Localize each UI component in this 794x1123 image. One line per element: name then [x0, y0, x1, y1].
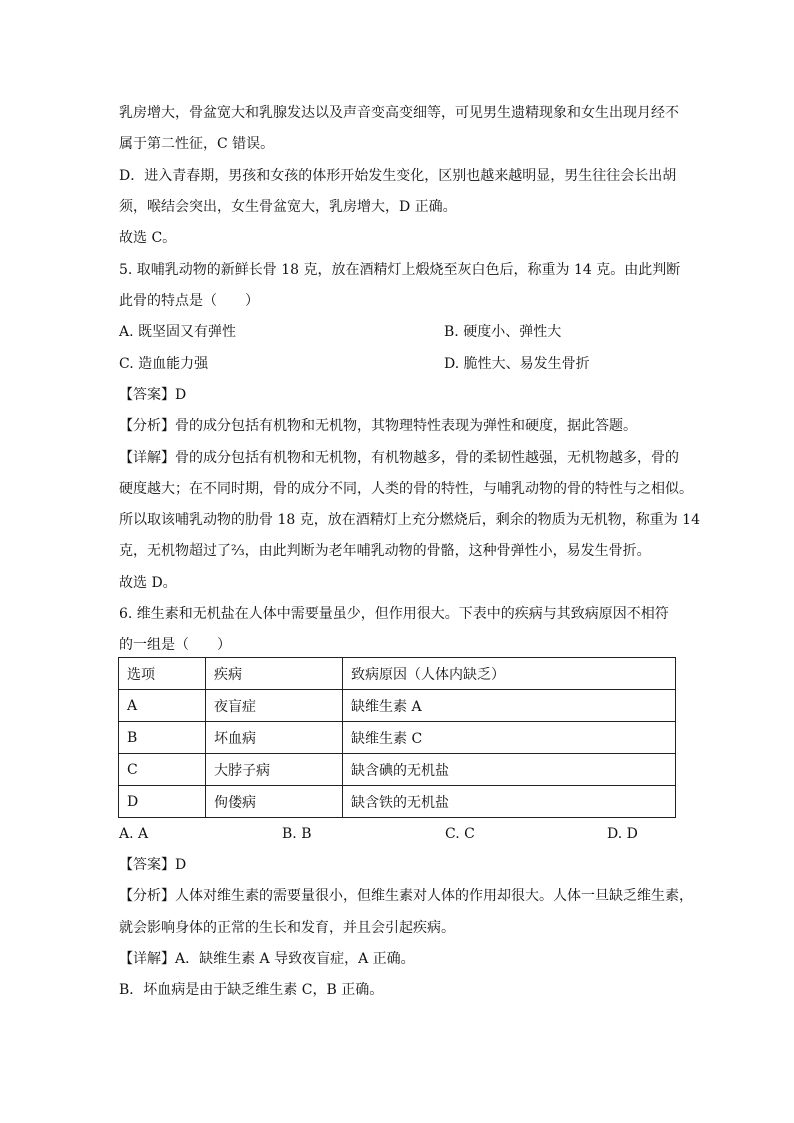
- table-cell: 缺含铁的无机盐: [343, 786, 676, 818]
- q5-analysis: 【分析】骨的成分包括有机物和无机物，其物理特性表现为弹性和硬度，据此答题。: [119, 418, 637, 434]
- q6-detail-line-1: 【详解】A．缺维生素 A 导致夜盲症，A 正确。: [119, 951, 415, 967]
- table-cell: 大脖子病: [206, 754, 343, 786]
- table-header-cell: 致病原因（人体内缺乏）: [343, 658, 676, 690]
- table-cell: B: [119, 722, 206, 754]
- prev-conclusion: 故选 C。: [119, 230, 177, 246]
- q5-stem-line-2: 此骨的特点是（ ）: [119, 293, 259, 309]
- table-cell: 缺维生素 A: [343, 690, 676, 722]
- q6-analysis-line-2: 就会影响身体的正常的生长和发育，并且会引起疾病。: [119, 920, 455, 936]
- q6-choice-c: C. C: [445, 826, 475, 842]
- table-row: [119, 754, 676, 786]
- q6-answer: 【答案】D: [119, 857, 187, 873]
- q6-choice-b: B. B: [282, 826, 312, 842]
- q5-stem-line-1: 5. 取哺乳动物的新鲜长骨 18 克，放在酒精灯上煅烧至灰白色后，称重为 14 克。由此判断: [119, 262, 681, 278]
- q5-detail-line-3: 所以取该哺乳动物的肋骨 18 克，放在酒精灯上充分燃烧后，剩余的物质为无机物，称重为 14: [119, 512, 700, 528]
- table-cell: 坏血病: [206, 722, 343, 754]
- q6-stem-line-1: 6. 维生素和无机盐在人体中需要量虽少，但作用很大。下表中的疾病与其致病原因不相符: [119, 606, 669, 622]
- prev-text-line-3: D．进入青春期，男孩和女孩的体形开始发生变化，区别也越来越明显，男生往往会长出胡: [119, 168, 677, 184]
- q5-detail-line-1: 【详解】骨的成分包括有机物和无机物，有机物越多，骨的柔韧性越强，无机物越多，骨的: [119, 450, 679, 466]
- q5-option-b: B. 硬度小、弹性大: [444, 324, 562, 340]
- table-header-cell: 选项: [119, 658, 206, 690]
- table-cell: 夜盲症: [206, 690, 343, 722]
- table-header-cell: 疾病: [206, 658, 343, 690]
- table-row: [119, 722, 676, 754]
- q5-detail-line-4: 克，无机物超过了⅔，由此判断为老年哺乳动物的骨骼，这种骨弹性小，易发生骨折。: [119, 543, 651, 559]
- q5-conclusion: 故选 D。: [119, 575, 177, 591]
- q6-analysis-line-1: 【分析】人体对维生素的需要量很小，但维生素对人体的作用却很大。人体一旦缺乏维生素，: [119, 888, 693, 904]
- table-cell: D: [119, 786, 206, 818]
- table-cell: C: [119, 754, 206, 786]
- q5-answer: 【答案】D: [119, 387, 187, 403]
- table-row: [119, 786, 676, 818]
- table-cell: 缺含碘的无机盐: [343, 754, 676, 786]
- q6-choice-a: A. A: [119, 826, 149, 842]
- q6-table: [118, 657, 676, 818]
- q5-option-a: A. 既坚固又有弹性: [119, 324, 237, 340]
- q6-detail-line-2: B．坏血病是由于缺乏维生素 C，B 正确。: [119, 982, 384, 998]
- q6-choice-d: D. D: [607, 826, 638, 842]
- q5-option-d: D. 脆性大、易发生骨折: [444, 356, 590, 372]
- table-cell: 佝偻病: [206, 786, 343, 818]
- q5-option-c: C. 造血能力强: [119, 356, 209, 372]
- table-row: [119, 690, 676, 722]
- prev-text-line-1: 乳房增大，骨盆宽大和乳腺发达以及声音变高变细等，可见男生遗精现象和女生出现月经不: [119, 105, 679, 121]
- prev-text-line-4: 须，喉结会突出，女生骨盆宽大，乳房增大，D 正确。: [119, 199, 457, 215]
- prev-text-line-2: 属于第二性征，C 错误。: [119, 136, 275, 152]
- table-cell: A: [119, 690, 206, 722]
- table-cell: 缺维生素 C: [343, 722, 676, 754]
- q6-stem-line-2: 的一组是（ ）: [119, 637, 231, 653]
- table-header-row: [119, 658, 676, 690]
- q5-detail-line-2: 硬度越大；在不同时期，骨的成分不同，人类的骨的特性，与哺乳动物的骨的特性与之相似。: [119, 481, 693, 497]
